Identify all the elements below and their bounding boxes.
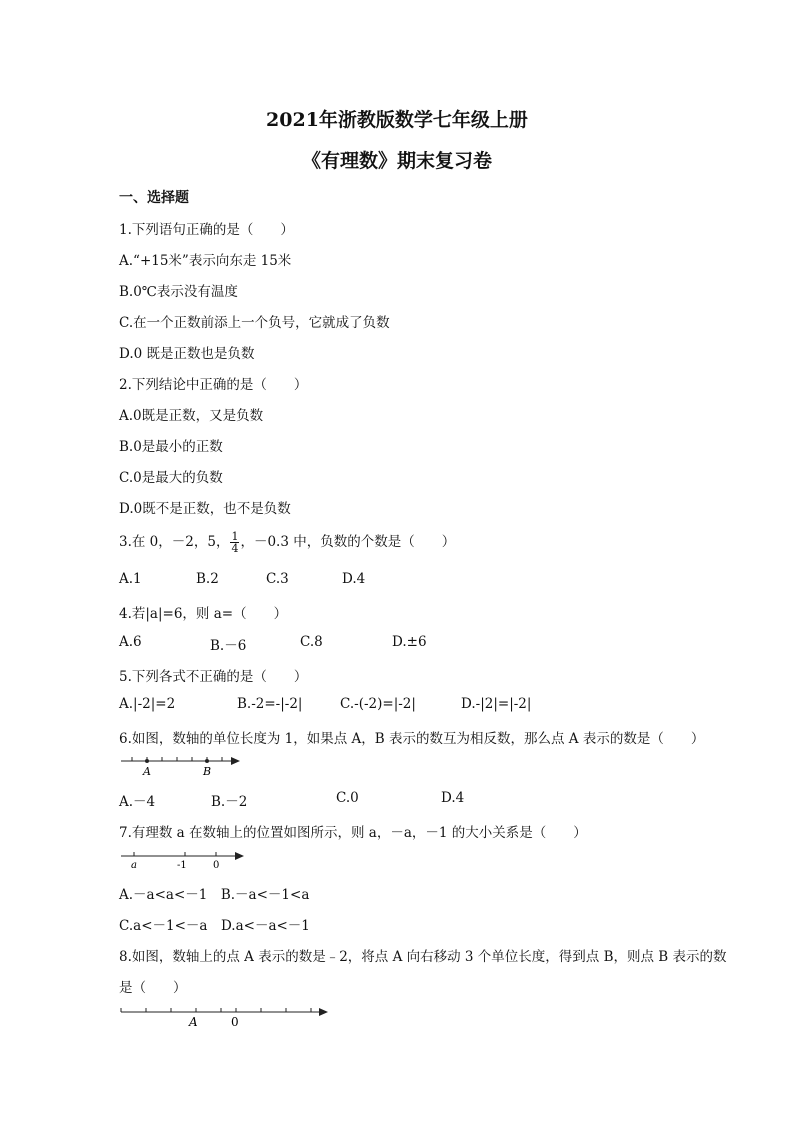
q6-number-line-figure [119,752,249,778]
q1-option-c: C.在一个正数前添上一个负号，它就成了负数 [119,315,390,331]
q7-number-line-figure [119,848,249,872]
q6-option-a: A.－4 [119,794,156,810]
document-subtitle: 《有理数》期末复习卷 [301,150,492,172]
q2-option-a: A.0既是正数，又是负数 [119,408,264,424]
q6-axis-arrow [231,757,240,765]
q6-point-a [145,759,149,763]
q2-stem: 2.下列结论中正确的是（ ） [119,377,308,393]
q3-stem [119,530,455,554]
q7-options-row2: C.a<－1<－a D.a<－a<－1 [119,918,310,934]
q1-stem: 1.下列语句正确的是（ ） [119,222,294,238]
q4-stem: 4.若|a|=6，则 a=（ ） [119,606,288,622]
q3-fraction [230,531,239,554]
q6-option-c: C.0 [336,790,359,806]
q3-stem-after: ，－0.3 中，负数的个数是（ ） [240,534,456,550]
q4-option-b: B.－6 [210,638,247,654]
q3-fraction-numerator: 1 [231,530,239,543]
q3-option-a: A.1 [119,571,142,587]
q8-label-zero: 0 [231,1015,239,1029]
q6-option-d: D.4 [441,790,465,806]
q8-label-a: A [189,1015,198,1029]
q7-label-zero: 0 [213,860,220,871]
q1-option-b: B.0℃表示没有温度 [119,284,238,300]
q3-option-b: B.2 [196,571,219,587]
q7-options-row1: A.－a<a<－1 B.－a<－1<a [119,887,310,903]
q5-option-b: B.-2=-|-2| [237,696,303,712]
q2-option-b: B.0是最小的正数 [119,439,223,455]
q2-option-c: C.0是最大的负数 [119,470,223,486]
q7-label-neg1: -1 [177,860,187,871]
q8-stem-line2: 是（ ） [119,980,187,996]
q8-axis-arrow [319,1008,328,1016]
document-title: 2021年浙教版数学七年级上册 [266,109,528,131]
q4-option-a: A.6 [119,634,142,650]
q6-point-b [205,759,209,763]
q3-option-d: D.4 [342,571,366,587]
q3-stem-before: 3.在 0，－2，5， [119,534,230,550]
q3-option-c: C.3 [266,571,289,587]
q1-option-d: D.0 既是正数也是负数 [119,346,255,362]
q1-option-a: A.“+15米”表示向东走 15米 [119,253,292,269]
q6-label-a: A [143,765,151,778]
q5-option-a: A.|-2|=2 [119,696,176,712]
section-heading: 一、选择题 [119,190,189,206]
q5-stem: 5.下列各式不正确的是（ ） [119,669,308,685]
q6-stem: 6.如图，数轴的单位长度为 1，如果点 A，B 表示的数互为相反数，那么点 A 表示的数是（ ） [119,731,705,747]
q3-fraction-denominator: 4 [231,542,239,555]
q2-option-d: D.0既不是正数，也不是负数 [119,501,291,517]
q8-number-line-figure [119,1002,334,1030]
q8-stem-line1: 8.如图，数轴上的点 A 表示的数是﹣2，将点 A 向右移动 3 个单位长度，得到点 B，则点 B 表示的数 [119,949,727,965]
q4-option-d: D.±6 [392,634,427,650]
q7-axis-arrow [235,852,244,860]
q5-option-d: D.-|2|=|-2| [461,696,532,712]
q7-label-a: a [131,860,137,871]
q6-label-b: B [203,765,212,778]
q7-stem: 7.有理数 a 在数轴上的位置如图所示，则 a，－a，－1 的大小关系是（ ） [119,825,587,841]
q4-option-c: C.8 [300,634,323,650]
q6-option-b: B.－2 [211,794,248,810]
q5-option-c: C.-(-2)=|-2| [340,696,416,712]
